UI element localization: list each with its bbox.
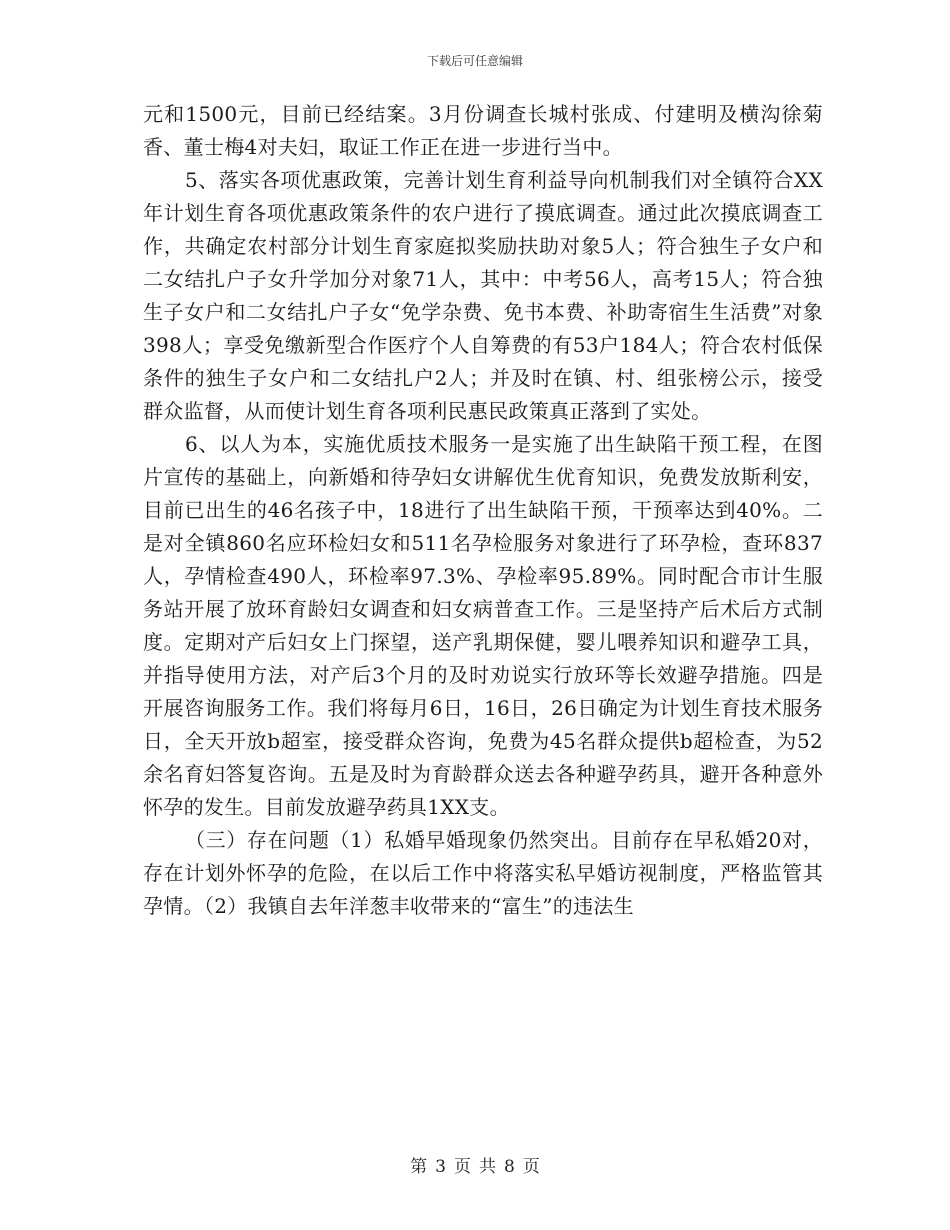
- page-footer: [0, 1152, 950, 1177]
- document-body: [143, 98, 823, 923]
- page-header: 下载后可任意编辑: [426, 54, 523, 68]
- page-total: 8: [504, 1157, 515, 1177]
- page-label-prefix: 第: [410, 1157, 428, 1177]
- page-label-suffix: 页: [522, 1157, 540, 1177]
- page-current: 3: [435, 1157, 446, 1177]
- page-total-prefix: 共: [479, 1157, 496, 1177]
- page-label-middle: 页: [454, 1157, 471, 1177]
- paragraph-problems: （三）存在问题（1）私婚早婚现象仍然突出。目前存在早私婚20对，存在计划外怀孕的危险，在以后工作中将落实私早婚访视制度，严格监管其孕情。（2）我镇自去年洋葱丰收带来的“富生”的违法生: [143, 828, 823, 918]
- paragraph-item-6: 6、以人为本，实施优质技术服务一是实施了出生缺陷干预工程，在图片宣传的基础上，向新婚和待孕妇女讲解优生优育知识，免费发放斯利安，目前已出生的46名孩子中，18进行了出生缺陷干预，干预率达到40%。二是对全镇860名应环检妇女和511名孕检服务对象进行了环孕检，查环837人，孕情检查490人，环检率97.3%、孕检率95.89%。同时配合市计生服务站开展了放环育龄妇女调查和妇女病普查工作。三是坚持产后术后方式制度。定期对产后妇女上门探望，送产乳期保健，婴儿喂养知识和避孕工具，并指导使用方法，对产后3个月的及时劝说实行放环等长效避孕措施。四是开展咨询服务工作。我们将每月6日，16日，26日确定为计划生育技术服务日，全天开放b超室，接受群众咨询，免费为45名群众提供b超检查，为52余名育妇答复咨询。五是及时为育龄群众送去各种避孕药具，避开各种意外怀孕的发生。目前发放避孕药具1XX支。: [143, 432, 823, 819]
- paragraph-item-5: 5、落实各项优惠政策，完善计划生育利益导向机制我们对全镇符合XX年计划生育各项优惠政策条件的农户进行了摸底调查。通过此次摸底调查工作，共确定农村部分计划生育家庭拟奖励扶助对象5人；符合独生子女户和二女结扎户子女升学加分对象71人，其中：中考56人，高考15人；符合独生子女户和二女结扎户子女“免学杂费、免书本费、补助寄宿生生活费”对象398人；享受免缴新型合作医疗个人自筹费的有53户184人；符合农村低保条件的独生子女户和二女结扎户2人；并及时在镇、村、组张榜公示，接受群众监督，从而使计划生育各项利民惠民政策真正落到了实处。: [143, 168, 823, 423]
- paragraph-continuation: 元和1500元，目前已经结案。3月份调查长城村张成、付建明及横沟徐菊香、董士梅4对夫妇，取证工作正在进一步进行当中。: [143, 102, 823, 159]
